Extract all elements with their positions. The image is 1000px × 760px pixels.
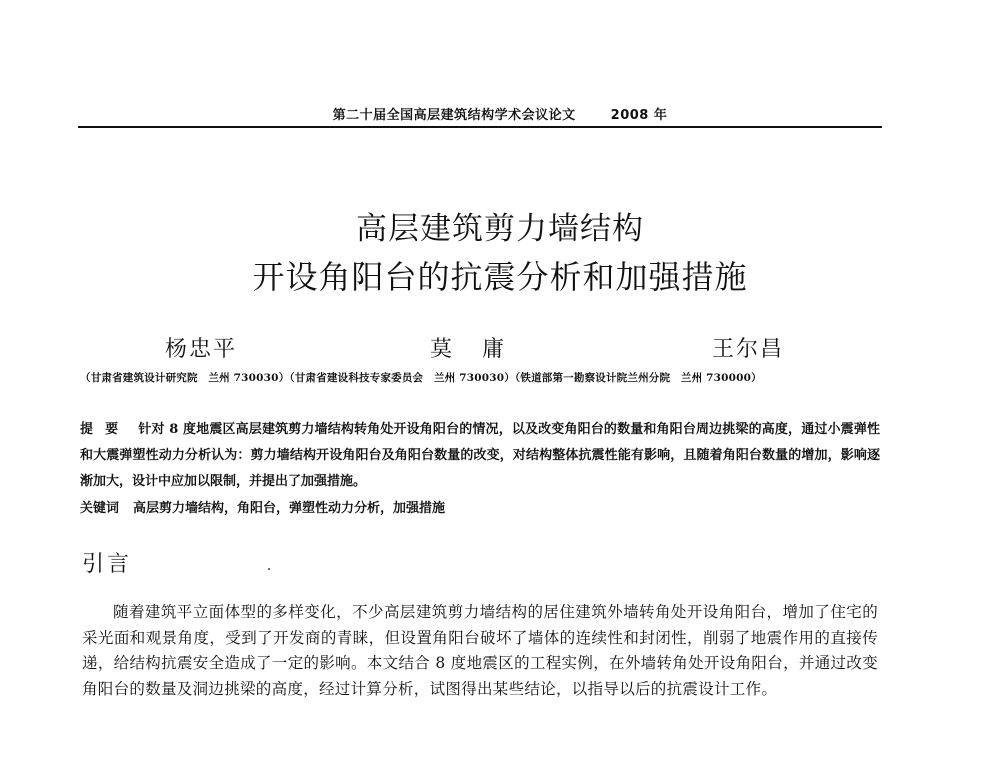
abstract-label: 提要 — [80, 422, 131, 437]
paper-title-line-2: 开设角阳台的抗震分析和加强措施 — [252, 258, 748, 296]
running-header — [0, 104, 1000, 123]
abstract — [80, 417, 880, 495]
scan-speck — [268, 568, 270, 570]
keywords — [80, 497, 880, 516]
conference-name: 第二十届全国高层建筑结构学术会议论文 — [332, 108, 576, 123]
introduction-paragraph: 随着建筑平立面体型的多样变化，不少高层建筑剪力墙结构的居住建筑外墙转角处开设角阳台，增加了住宅的采光面和观景角度，受到了开发商的青睐，但设置角阳台破坏了墙体的连续性和封闭性，削弱了地震作用的直接传递，给结构抗震安全造成了一定的影响。本文结合 8 度地震区的工程实例，在外墙转角处开设角阳台，并通过改变角阳台的数量及洞边挑梁的高度，经过计算分析，试图得出某些结论，以指导以后的抗震设计工作。 — [82, 603, 878, 698]
section-heading: 引言 — [82, 552, 133, 577]
keywords-label: 关键词 — [80, 501, 120, 516]
author-1: 杨忠平 — [165, 337, 238, 362]
abstract-text: 针对 8 度地震区高层建筑剪力墙结构转角处开设角阳台的情况，以及改变角阳台的数量和角阳台周边挑梁的高度，通过小震弹性和大震弹塑性动力分析认为：剪力墙结构开设角阳台及角阳台数量的改变，对结构整体抗震性能有影响，且随着角阳台数量的增加，影响逐渐加大，设计中应加以限制，并提出了加强措施。 — [80, 422, 880, 489]
author-2: 莫庸 — [430, 337, 535, 362]
conference-year: 2008 年 — [610, 108, 668, 123]
author-3: 王尔昌 — [712, 337, 785, 362]
paper-title-line-1: 高层建筑剪力墙结构 — [356, 211, 644, 247]
author-affiliations: （甘肃省建筑设计研究院 兰州 730030）（甘肃省建设科技专家委员会 兰州 730030）（铁道部第一勘察设计院兰州分院 兰州 730000） — [80, 372, 762, 384]
keywords-text: 高层剪力墙结构，角阳台，弹塑性动力分析，加强措施 — [133, 501, 446, 516]
header-rule — [78, 126, 882, 128]
